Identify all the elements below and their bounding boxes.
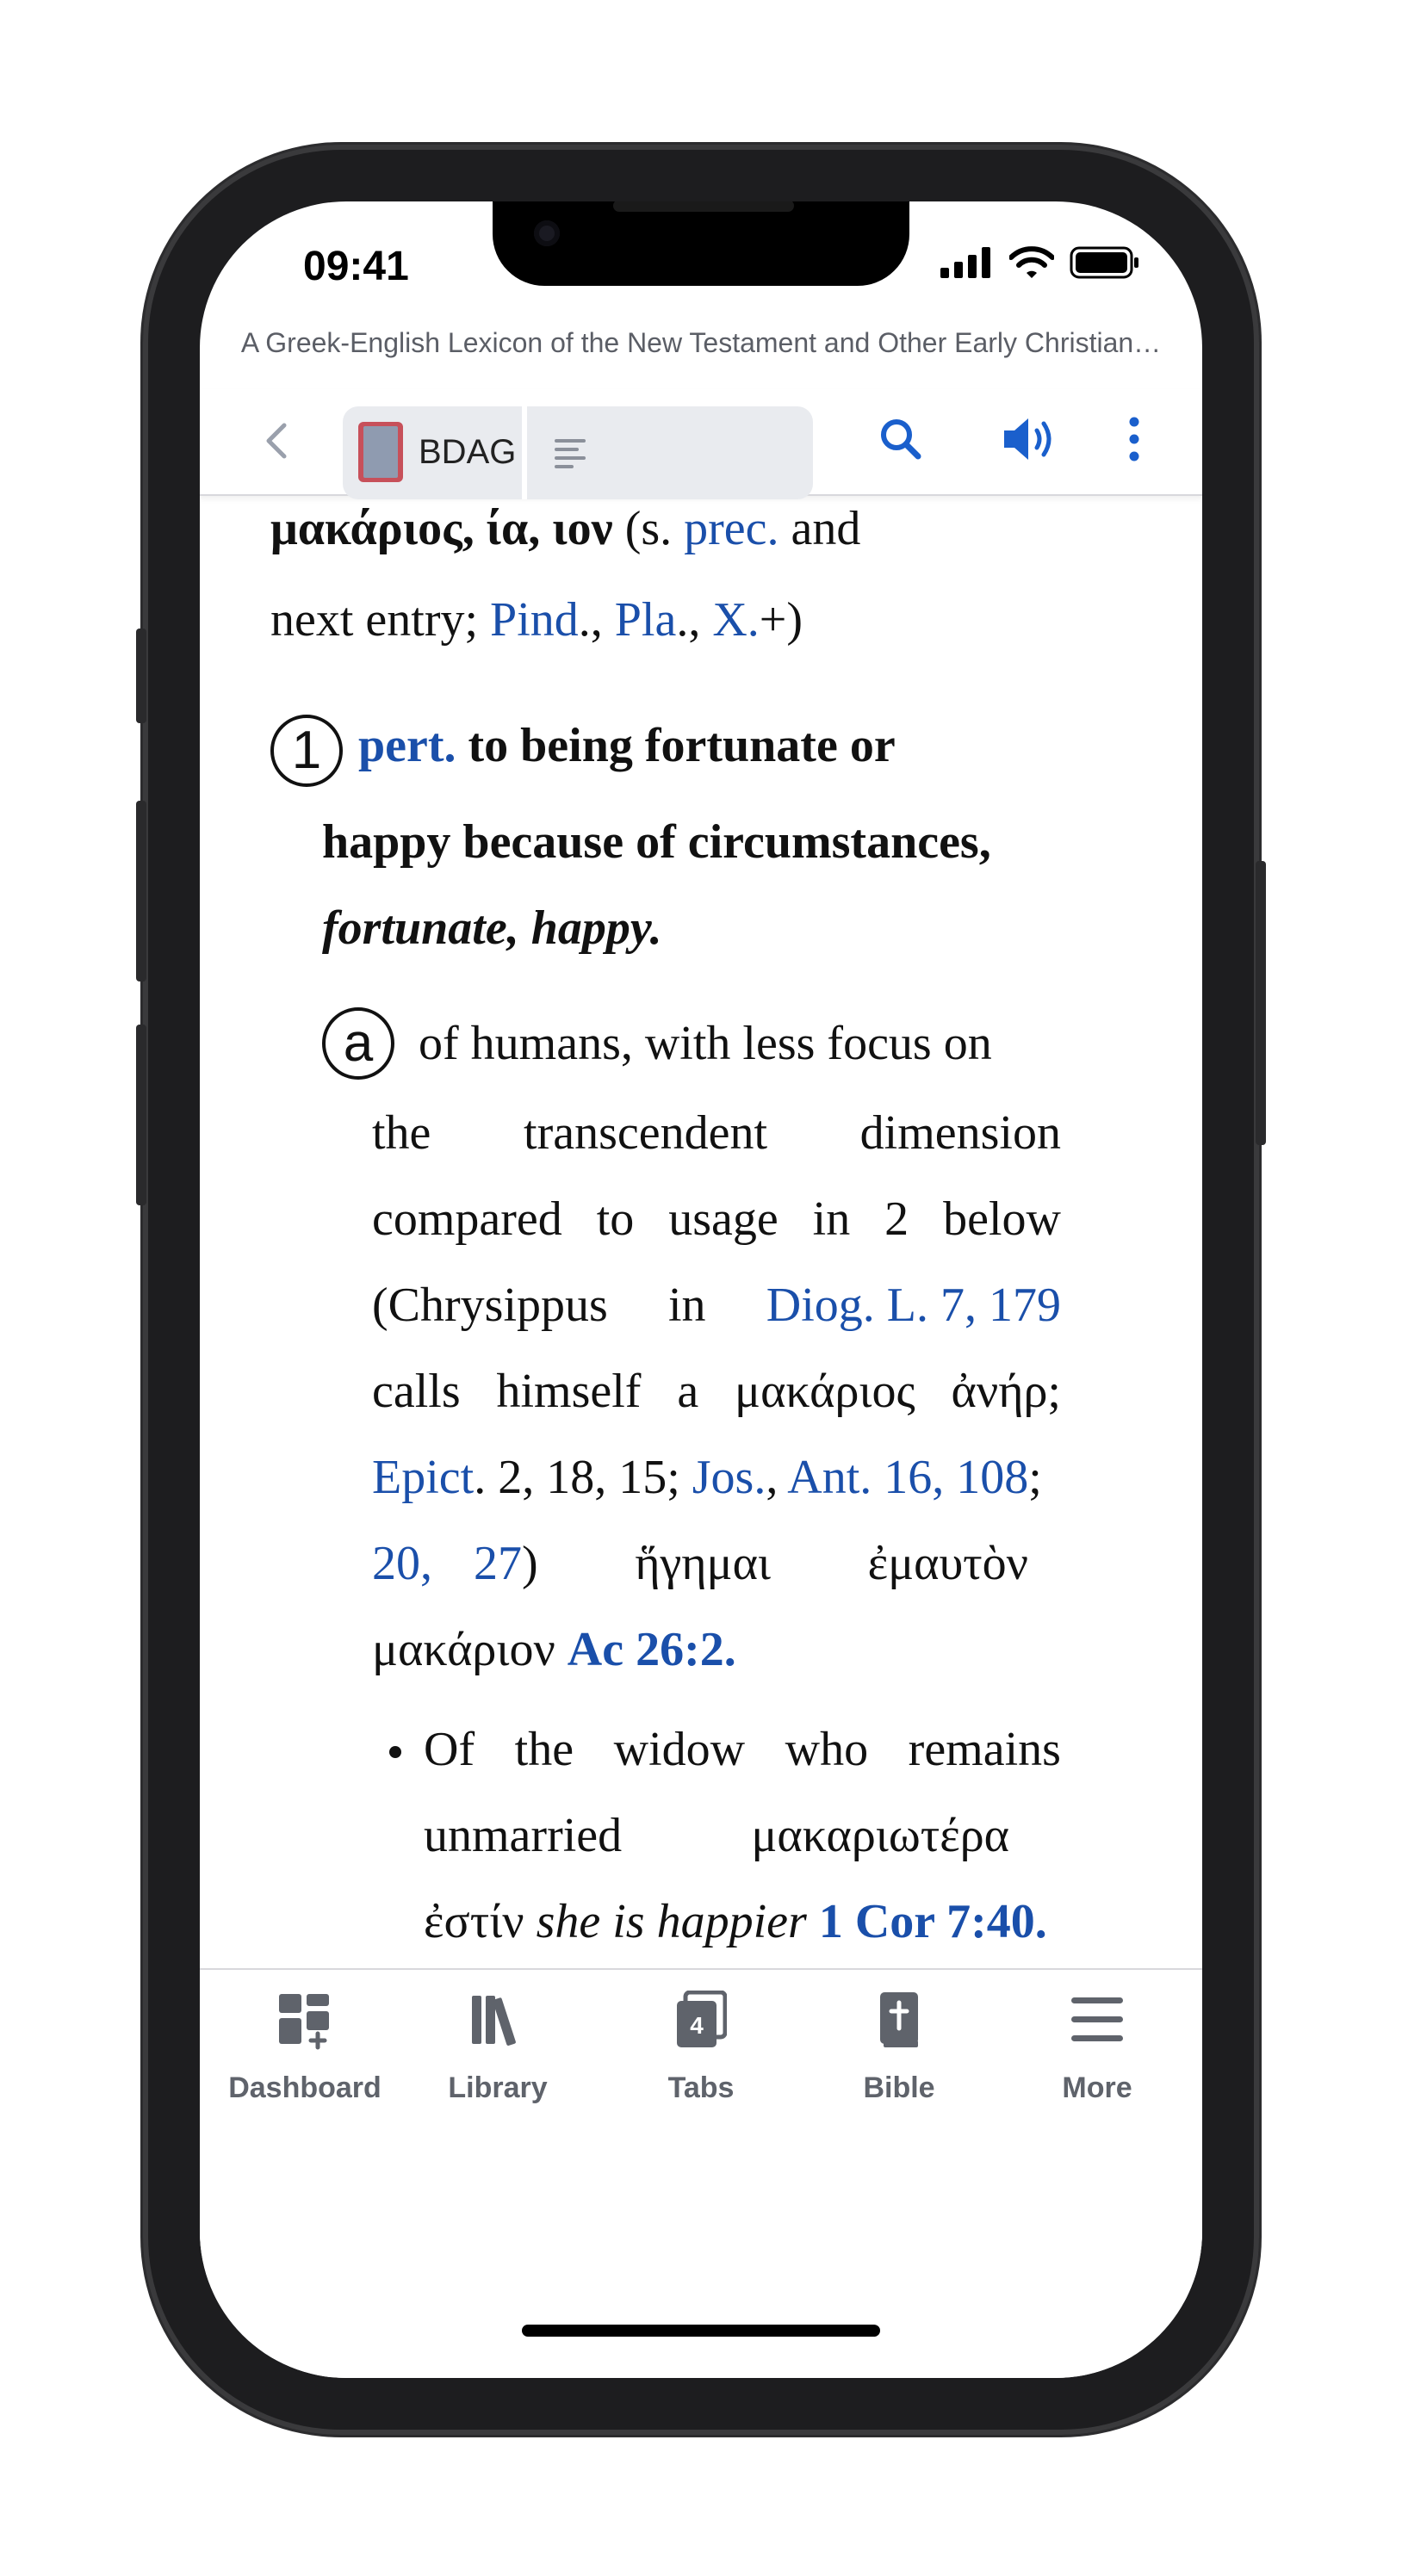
search-button[interactable] [875, 413, 927, 469]
link-1-cor-7-40[interactable]: 1 Cor 7:40. [818, 1895, 1047, 1948]
status-time: 09:41 [303, 244, 409, 289]
link-prec[interactable]: prec. [684, 502, 779, 555]
headword: μακάριος, ία, ιον [270, 502, 613, 555]
front-camera [534, 220, 560, 246]
mute-switch [136, 629, 146, 723]
subsense-a-line-5: calls himself a μακάριος ἀνήρ; [372, 1365, 1061, 1418]
home-indicator[interactable] [522, 2325, 880, 2337]
resource-selector [343, 406, 813, 499]
link-diog-l[interactable]: Diog. L. 7, 179 [766, 1279, 1061, 1332]
volume-down-button [136, 1025, 146, 1205]
tab-dashboard[interactable]: Dashboard [219, 1991, 391, 2102]
sense-number-1: 1 [270, 715, 343, 787]
entry-line-1 [270, 502, 861, 555]
link-ac-26-2[interactable]: Ac 26:2. [567, 1623, 736, 1676]
subsense-a-line-1 [419, 1019, 992, 1068]
text: and [791, 502, 861, 555]
screen [200, 201, 1202, 2378]
bullet-1-line-1: Of the widow who remains [424, 1723, 1061, 1776]
bullet-1-line-2: unmarried μακαριωτέρα [424, 1809, 1009, 1862]
tab-tabs[interactable]: 4 Tabs [615, 1991, 787, 2102]
sense-1-line-1 [358, 721, 896, 770]
definition: happy because of circumstances, [322, 815, 991, 869]
text: of humans, with less focus on [419, 1017, 992, 1070]
entry-content [200, 496, 1202, 1968]
wifi-icon [1009, 246, 1054, 279]
gloss: fortunate, happy. [322, 901, 662, 955]
speaker-grille [613, 201, 794, 212]
notch [493, 201, 909, 286]
link-ant[interactable]: Ant. 16, 108 [787, 1451, 1029, 1504]
back-button[interactable] [251, 415, 303, 467]
cellular-signal-icon [940, 247, 994, 278]
volume-up-button [136, 801, 146, 981]
link-pla[interactable]: Pla [614, 593, 677, 647]
bible-icon [873, 1991, 925, 2051]
text: ., [676, 593, 701, 647]
subsense-a-line-3: compared to usage in 2 below [372, 1192, 1061, 1246]
more-icon [1071, 1991, 1123, 2051]
link-x[interactable]: X. [712, 593, 760, 647]
table-of-contents-button[interactable] [555, 436, 589, 474]
bullet-1-line-3: ἐστίν she is happier 1 Cor 7:40. [424, 1895, 1047, 1948]
overflow-menu-button[interactable] [1121, 413, 1147, 469]
resource-button[interactable] [343, 406, 522, 499]
text: next entry; [270, 593, 479, 647]
tab-more[interactable]: More [1011, 1991, 1183, 2102]
svg-text:4: 4 [690, 2012, 704, 2039]
bullet-dot [389, 1746, 401, 1758]
battery-icon [1070, 246, 1140, 279]
tab-bible[interactable]: Bible [813, 1991, 985, 2102]
status-icons [940, 246, 1140, 279]
entry-line-2 [270, 593, 803, 647]
subsense-a-line-8: μακάριον Ac 26:2. [372, 1623, 736, 1676]
link-jos[interactable]: Jos. [692, 1451, 766, 1504]
sense-1-gloss [322, 901, 662, 955]
link-ant-20-27[interactable]: 20, 27 [372, 1537, 522, 1590]
book-title: A Greek-English Lexicon of the New Testament and Other Early Christian… [240, 327, 1162, 358]
power-button [1256, 861, 1266, 1145]
resource-abbrev: BDAG [419, 433, 517, 471]
link-pind[interactable]: Pind [490, 593, 579, 647]
more-vertical-icon [1121, 413, 1147, 465]
library-icon [472, 1991, 524, 2051]
tab-library[interactable]: Library [412, 1991, 584, 2102]
chevron-left-icon [251, 415, 303, 467]
book-cover-icon [358, 422, 403, 482]
toc-lines-icon [555, 436, 589, 470]
subsense-letter-a-badge: a [322, 1007, 394, 1080]
bottom-tab-bar [200, 1968, 1202, 2378]
tabs-icon [675, 1991, 727, 2051]
link-epict[interactable]: Epict [372, 1451, 475, 1504]
reader-toolbar [200, 389, 1202, 496]
subsense-a-line-4: (Chrysippus in Diog. L. 7, 179 [372, 1279, 1061, 1332]
search-icon [875, 413, 927, 465]
text: +) [759, 593, 803, 647]
text: (s. [624, 502, 673, 555]
text: ., [578, 593, 603, 647]
subsense-a-line-6: Epict. 2, 18, 15; Jos., Ant. 16, 108; [372, 1451, 1042, 1504]
pill-divider [522, 406, 527, 499]
definition: to being fortunate or [468, 719, 896, 772]
read-aloud-button[interactable] [1001, 413, 1063, 469]
subsense-a-line-7: 20, 27) ἥγημαι ἐμαυτὸν [372, 1537, 1028, 1590]
dashboard-icon [279, 1991, 331, 2051]
subsense-a-line-2: the transcendent dimension [372, 1106, 1061, 1160]
speaker-icon [1001, 413, 1063, 465]
sense-1-line-2 [322, 815, 991, 869]
link-pert[interactable]: pert. [358, 719, 456, 772]
